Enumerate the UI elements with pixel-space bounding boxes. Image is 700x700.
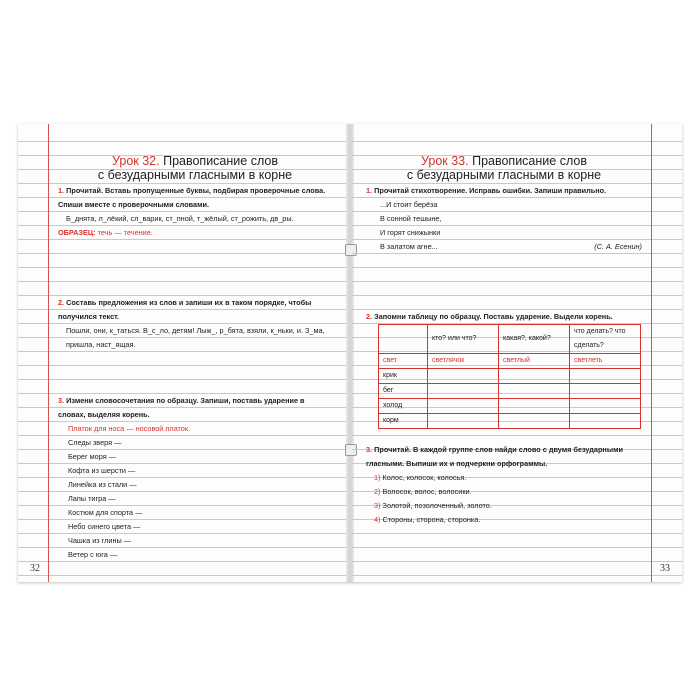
table-header: кто? или что? xyxy=(428,325,499,354)
table-cell: свет xyxy=(379,354,428,369)
task-1 xyxy=(366,184,642,254)
task-number: 2. xyxy=(366,312,373,321)
exercise-line: Костюм для спорта — xyxy=(68,508,143,517)
word-group: 4) Стороны, сторона, сторонка. xyxy=(374,515,481,524)
table-row xyxy=(379,369,641,384)
exercise-line: Линейка из стали — xyxy=(68,480,137,489)
task-words: Б_днята, л_лёкий, сл_варик, ст_пной, т_жёлый, ст_рожить, дв_ры. xyxy=(66,214,294,223)
poem-line: И горят снижынки xyxy=(380,228,441,237)
lesson-number: Урок 32. xyxy=(112,154,160,168)
right-page xyxy=(352,124,682,582)
right-page-content xyxy=(366,154,642,527)
lesson-32-title xyxy=(58,154,332,182)
table-cell: корм xyxy=(379,414,428,429)
poem xyxy=(366,198,642,254)
left-page xyxy=(18,124,348,582)
table-cell: светлячок xyxy=(428,354,499,369)
word-table xyxy=(378,324,641,429)
task-2 xyxy=(58,296,332,352)
task-number: 3. xyxy=(366,445,373,454)
exercise-line: Берег моря — xyxy=(68,452,116,461)
sample-label: ОБРАЗЕЦ: xyxy=(58,228,96,237)
task-2 xyxy=(366,310,642,429)
poem-line: В залатом агне... xyxy=(380,242,438,251)
table-cell: бег xyxy=(379,384,428,399)
task-instruction: Прочитай. Вставь пропущенные буквы, подбирая проверочные слова. Спиши вместе с проверочными словами. xyxy=(58,186,326,209)
workbook-spread xyxy=(18,124,682,582)
table-cell: крик xyxy=(379,369,428,384)
table-header xyxy=(379,325,428,354)
title-line2: с безударными гласными в корне xyxy=(406,168,602,182)
task-number: 2. xyxy=(58,298,65,307)
table-cell: светлый xyxy=(499,354,570,369)
title-line1: Правописание слов xyxy=(472,154,587,168)
word-group: 3) Золотой, позолоченный, золото. xyxy=(374,501,492,510)
table-cell: холод xyxy=(379,399,428,414)
task-3 xyxy=(58,394,332,562)
poem-line: В сонной тешыне, xyxy=(380,214,442,223)
task-words: Пошли, они, к_таться. В_с_ло, детям! Лыж_, р_бята, взяли, к_ньки, и. З_ма, пришла, наст_ящая. xyxy=(66,326,325,349)
page-number: 32 xyxy=(30,563,40,574)
table-cell: светлеть xyxy=(570,354,641,369)
lesson-number: Урок 33. xyxy=(421,154,469,168)
left-margin-line xyxy=(48,124,49,582)
right-margin-line xyxy=(651,124,652,582)
task-1 xyxy=(58,184,332,240)
title-line1: Правописание слов xyxy=(163,154,278,168)
left-page-content xyxy=(58,154,332,562)
exercise-line: Следы зверя — xyxy=(68,438,122,447)
table-row xyxy=(379,414,641,429)
task-instruction: Запомни таблицу по образцу. Поставь ударение. Выдели корень. xyxy=(374,312,613,321)
title-line2: с безударными гласными в корне xyxy=(97,168,293,182)
exercise-line: Лапы тигра — xyxy=(68,494,116,503)
table-row xyxy=(379,399,641,414)
exercise-line: Кофта из шерсти — xyxy=(68,466,136,475)
task-number: 1. xyxy=(58,186,65,195)
task-instruction: Прочитай стихотворение. Исправь ошибки. Запиши правильно. xyxy=(374,186,607,195)
word-group: 1) Колос, колосок, колосья. xyxy=(374,473,467,482)
page-number: 33 xyxy=(660,563,670,574)
task-instruction: Составь предложения из слов и запиши их в таком порядке, чтобы получился текст. xyxy=(58,298,312,321)
sample-text: Платок для носа — носовой платок. xyxy=(68,424,191,433)
task-number: 3. xyxy=(58,396,65,405)
task-number: 1. xyxy=(366,186,373,195)
table-header: что делать? что сделать? xyxy=(570,325,641,354)
poem-author: (С. А. Есенин) xyxy=(594,242,642,251)
exercise-line: Небо синего цвета — xyxy=(68,522,141,531)
table-row xyxy=(379,384,641,399)
table-row xyxy=(379,354,641,369)
table-header-row xyxy=(379,325,641,354)
table-header: какая?, какой? xyxy=(499,325,570,354)
word-group: 2) Волосок, волос, волосики. xyxy=(374,487,472,496)
task-3 xyxy=(366,443,642,527)
task-instruction: Прочитай. В каждой группе слов найди слово с двумя безударными гласными. Выпиши их и подчеркни орфограммы. xyxy=(366,445,623,468)
task-instruction: Измени словосочетания по образцу. Запиши, поставь ударение в словах, выделяя корень. xyxy=(58,396,305,419)
sample-text: течь — течение. xyxy=(97,228,153,237)
poem-line: ...И стоит берёза xyxy=(380,200,438,209)
lesson-33-title xyxy=(366,154,642,182)
exercise-line: Чашка из глины — xyxy=(68,536,132,545)
exercise-line: Ветер с юга — xyxy=(68,550,118,559)
